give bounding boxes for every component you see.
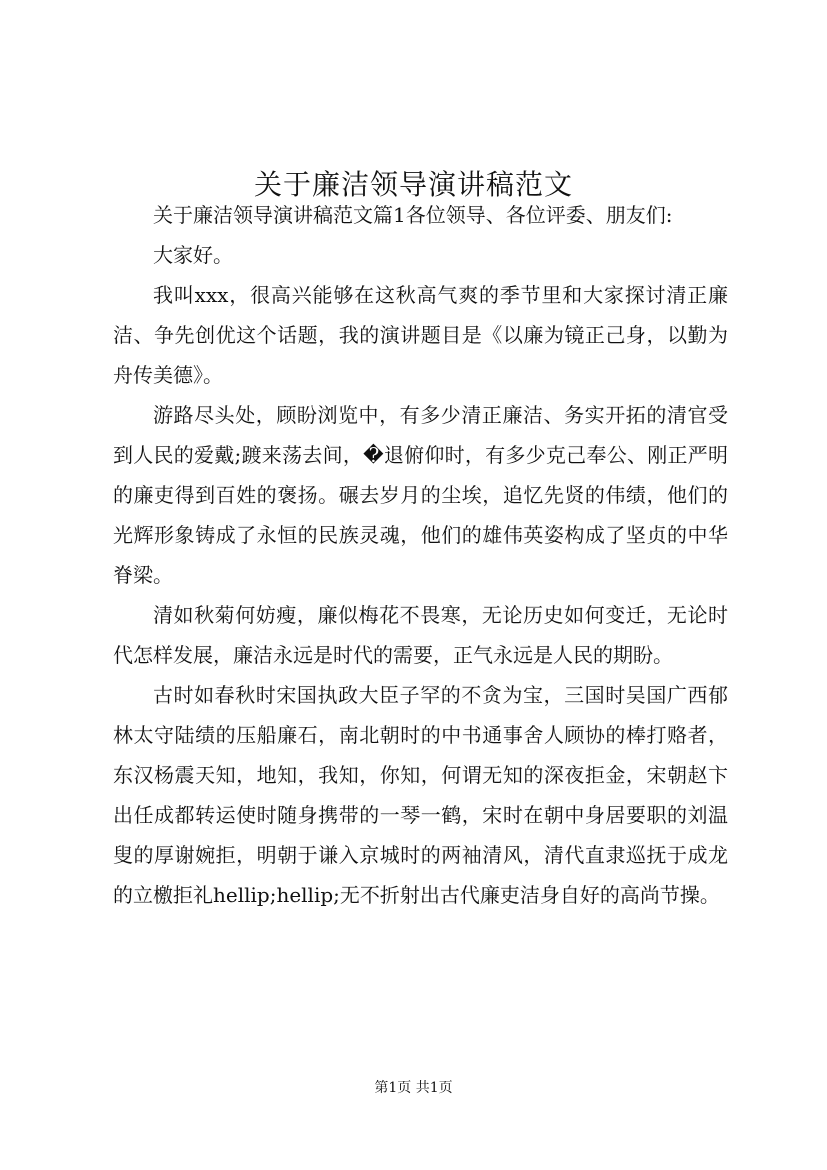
page-footer: 第1页 共1页 xyxy=(374,1080,453,1096)
paragraph-historical-examples: 古时如春秋时宋国执政大臣子罕的不贪为宝，三国时吴国广西郁林太守陆绩的压船廉石，南北朝时的中书通事舍人顾协的棒打赂者，东汉杨震天知，地知，我知，你知，何谓无知的深夜拒金，宋朝赵卞出任成都转运使时随身携带的一琴一鹤，宋时在朝中身居要职的刘温叟的厚谢婉拒，明朝于谦入京城时的两袖清风，清代直隶巡抚于成龙的立檄拒礼hellip;hellip;无不折射出古代廉吏洁身自好的高尚节操。 xyxy=(113,683,728,907)
document-body xyxy=(113,195,728,915)
paragraph-introduction: 我叫xxx，很高兴能够在这秋高气爽的季节里和大家探讨清正廉洁、争先创优这个话题，我的演讲题目是《以廉为镜正己身，以勤为舟传美德》。 xyxy=(113,283,728,387)
paragraph-opening: 关于廉洁领导演讲稿范文篇1各位领导、各位评委、朋友们: xyxy=(153,203,673,227)
paragraph-history-reflection: 游路尽头处，顾盼浏览中，有多少清正廉洁、务实开拓的清官受到人民的爱戴;踱来荡去间，�退俯仰时，有多少克己奉公、刚正严明的廉吏得到百姓的褒扬。碾去岁月的尘埃，追忆先贤的伟绩，他们的光辉形象铸成了永恒的民族灵魂，他们的雄伟英姿构成了坚贞的中华脊梁。 xyxy=(113,403,728,587)
paragraph-integrity-theme: 清如秋菊何妨瘦，廉似梅花不畏寒，无论历史如何变迁，无论时代怎样发展，廉洁永远是时代的需要，正气永远是人民的期盼。 xyxy=(113,603,728,667)
paragraph-greeting: 大家好。 xyxy=(153,243,233,267)
document-title: 关于廉洁领导演讲稿范文 xyxy=(253,167,573,201)
